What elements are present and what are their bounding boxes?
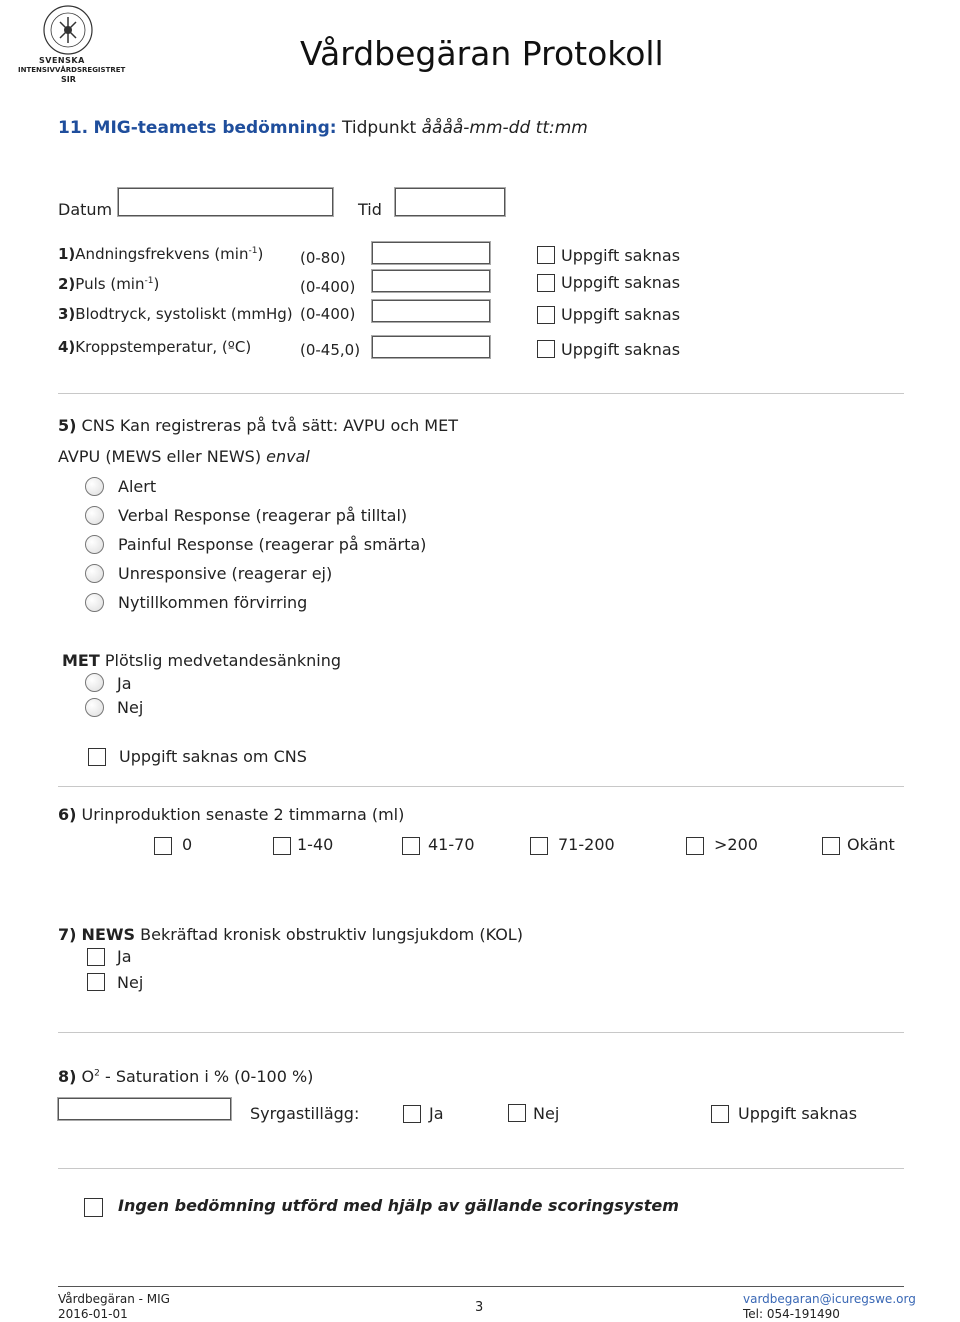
section-title: MIG-teamets bedömning: <box>93 118 337 138</box>
oxygen-option-label: Uppgift saknas <box>738 1104 858 1123</box>
missing-label: Uppgift saknas <box>561 273 681 292</box>
section-number: 11. <box>58 118 89 138</box>
met-option-label: Ja <box>117 674 132 693</box>
kol-checkbox-nej[interactable] <box>87 973 105 991</box>
vital-label: 4)Kroppstemperatur, (ºC) <box>58 338 252 356</box>
urine-checkbox-over-200[interactable] <box>686 837 704 855</box>
footer-doc-name: Vårdbegäran - MIG <box>58 1292 170 1306</box>
time-input[interactable] <box>395 188 505 216</box>
avpu-radio-unresponsive[interactable] <box>85 564 104 583</box>
avpu-option-label: Painful Response (reagerar på smärta) <box>118 535 427 554</box>
urine-option-label: 71-200 <box>558 835 615 854</box>
urine-option-label: 1-40 <box>297 835 334 854</box>
oxygen-checkbox-missing[interactable] <box>711 1105 729 1123</box>
vital-label: 2)Puls $(\min^{-1})$ <box>58 275 160 293</box>
urine-heading: 6) Urinproduktion senaste 2 timmarna (ml) <box>58 805 405 824</box>
vital-label: 3)Blodtryck, systoliskt (mmHg) <box>58 305 293 323</box>
avpu-radio-verbal[interactable] <box>85 506 104 525</box>
urine-option-label: 0 <box>182 835 193 854</box>
temperature-input[interactable] <box>372 336 490 358</box>
footer-email[interactable]: vardbegaran@icuregswe.org <box>743 1292 916 1306</box>
avpu-radio-confusion[interactable] <box>85 593 104 612</box>
missing-checkbox[interactable] <box>537 246 555 264</box>
kol-option-label: Nej <box>117 973 144 992</box>
divider <box>58 786 904 787</box>
avpu-option-label: Unresponsive (reagerar ej) <box>118 564 333 583</box>
urine-checkbox-unknown[interactable] <box>822 837 840 855</box>
divider <box>58 1032 904 1033</box>
divider <box>58 393 904 394</box>
avpu-option-label: Verbal Response (reagerar på tilltal) <box>118 506 408 525</box>
saturation-input[interactable] <box>58 1098 231 1120</box>
time-label: Tid <box>358 200 382 219</box>
oxygen-option-label: Ja <box>429 1104 444 1123</box>
section-format: åååå-mm-dd tt:mm <box>421 118 588 138</box>
kol-heading: 7) NEWS Bekräftad kronisk obstruktiv lungsjukdom (KOL) <box>58 925 523 944</box>
missing-label: Uppgift saknas <box>561 340 681 359</box>
met-option-label: Nej <box>117 698 144 717</box>
date-label: Datum <box>58 200 113 219</box>
met-heading: MET Plötslig medvetandesänkning <box>62 651 342 670</box>
missing-checkbox[interactable] <box>537 274 555 292</box>
footer-divider <box>58 1286 904 1287</box>
urine-option-label: >200 <box>714 835 758 854</box>
avpu-radio-painful[interactable] <box>85 535 104 554</box>
footer-date: 2016-01-01 <box>58 1307 128 1321</box>
avpu-heading: AVPU (MEWS eller NEWS) enval <box>58 447 310 466</box>
urine-option-label: 41-70 <box>428 835 475 854</box>
no-assessment-checkbox[interactable] <box>84 1198 103 1217</box>
cns-heading: 5) CNS Kan registreras på två sätt: AVPU och MET <box>58 416 458 435</box>
missing-label: Uppgift saknas <box>561 246 681 265</box>
avpu-option-label: Alert <box>118 477 157 496</box>
cns-missing-label: Uppgift saknas om CNS <box>119 747 307 766</box>
footer-phone: Tel: 054-191490 <box>743 1307 840 1321</box>
oxygen-label: Syrgastillägg: <box>250 1104 360 1123</box>
avpu-option-label: Nytillkommen förvirring <box>118 593 308 612</box>
seal-icon <box>38 4 98 56</box>
missing-label: Uppgift saknas <box>561 305 681 324</box>
page-title: Vårdbegäran Protokoll <box>300 34 664 73</box>
vital-range: (0-400) <box>300 278 356 296</box>
kol-checkbox-ja[interactable] <box>87 948 105 966</box>
date-input[interactable] <box>118 188 333 216</box>
met-radio-nej[interactable] <box>85 698 104 717</box>
kol-option-label: Ja <box>117 947 132 966</box>
page-number: 3 <box>475 1300 484 1315</box>
logo-text-3: SIR <box>61 75 76 84</box>
saturation-heading: 8) $O^2$ - Saturation i % (0-100 %) <box>58 1067 314 1086</box>
urine-checkbox-1-40[interactable] <box>273 837 291 855</box>
avpu-radio-alert[interactable] <box>85 477 104 496</box>
met-radio-ja[interactable] <box>85 673 104 692</box>
oxygen-checkbox-ja[interactable] <box>403 1105 421 1123</box>
section-subtitle: Tidpunkt <box>341 118 417 138</box>
missing-checkbox[interactable] <box>537 306 555 324</box>
urine-option-label: Okänt <box>847 835 895 854</box>
no-assessment-label: Ingen bedömning utförd med hjälp av gällande scoringsystem <box>118 1196 679 1215</box>
systolic-bp-input[interactable] <box>372 300 490 322</box>
logo <box>14 4 124 82</box>
vital-range: (0-45,0) <box>300 341 361 359</box>
vital-range: (0-400) <box>300 305 356 323</box>
oxygen-checkbox-nej[interactable] <box>508 1104 526 1122</box>
urine-checkbox-71-200[interactable] <box>530 837 548 855</box>
divider <box>58 1168 904 1169</box>
urine-checkbox-0[interactable] <box>154 837 172 855</box>
cns-missing-checkbox[interactable] <box>88 748 106 766</box>
vital-label: 1)Andningsfrekvens $(\min^{-1})$ <box>58 245 264 263</box>
respiratory-rate-input[interactable] <box>372 242 490 264</box>
pulse-input[interactable] <box>372 270 490 292</box>
urine-checkbox-41-70[interactable] <box>402 837 420 855</box>
logo-text-2: INTENSIVVÅRDSREGISTRET <box>18 66 126 74</box>
missing-checkbox[interactable] <box>537 340 555 358</box>
section-heading <box>58 118 588 138</box>
vital-range: (0-80) <box>300 249 346 267</box>
logo-text-1: SVENSKA <box>39 56 85 65</box>
oxygen-option-label: Nej <box>533 1104 560 1123</box>
